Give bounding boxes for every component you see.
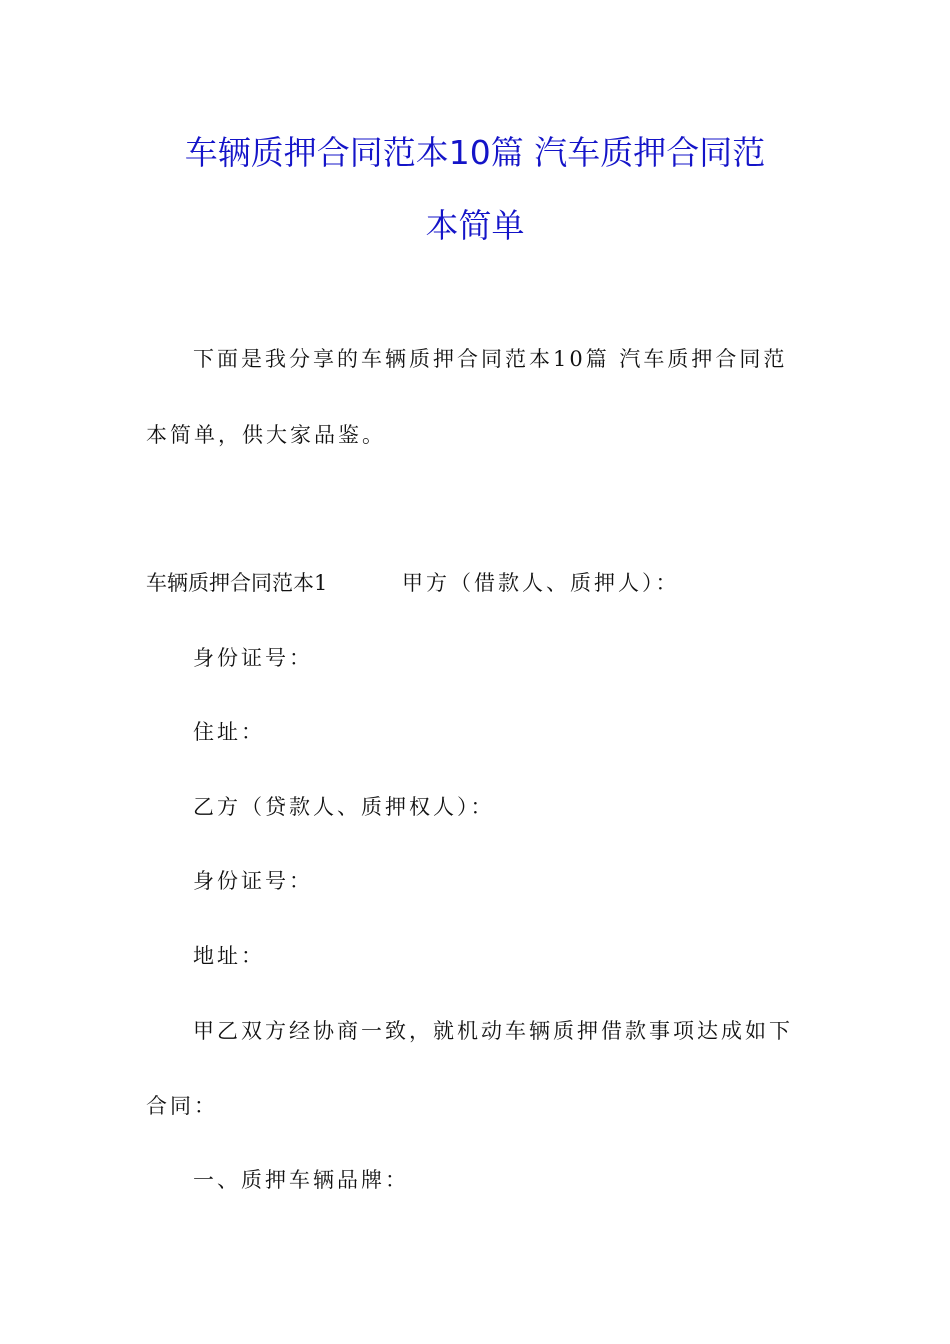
party-a-label: 甲方（借款人、质押人）： — [402, 571, 680, 595]
section-heading: 车辆质押合同范本1 — [146, 571, 328, 595]
agreement-paragraph-line-2: 合同： — [146, 1094, 218, 1118]
party-a-address-field: 住址： — [193, 720, 265, 744]
party-b-id-field: 身份证号： — [193, 869, 313, 893]
party-b-label: 乙方（贷款人、质押权人）： — [193, 795, 495, 819]
document-title-line-2: 本简单 — [425, 206, 525, 245]
clause-1-vehicle-brand: 一、质押车辆品牌： — [193, 1168, 409, 1192]
agreement-paragraph-line-1: 甲乙双方经协商一致，就机动车辆质押借款事项达成如下 — [193, 1019, 793, 1043]
intro-paragraph-line-2: 本简单，供大家品鉴。 — [146, 423, 386, 447]
intro-paragraph-line-1: 下面是我分享的车辆质押合同范本10篇 汽车质押合同范 — [193, 347, 788, 371]
party-a-id-field: 身份证号： — [193, 646, 313, 670]
document-title-line-1: 车辆质押合同范本10篇 汽车质押合同范 — [184, 133, 766, 172]
party-b-address-field: 地址： — [193, 944, 265, 968]
